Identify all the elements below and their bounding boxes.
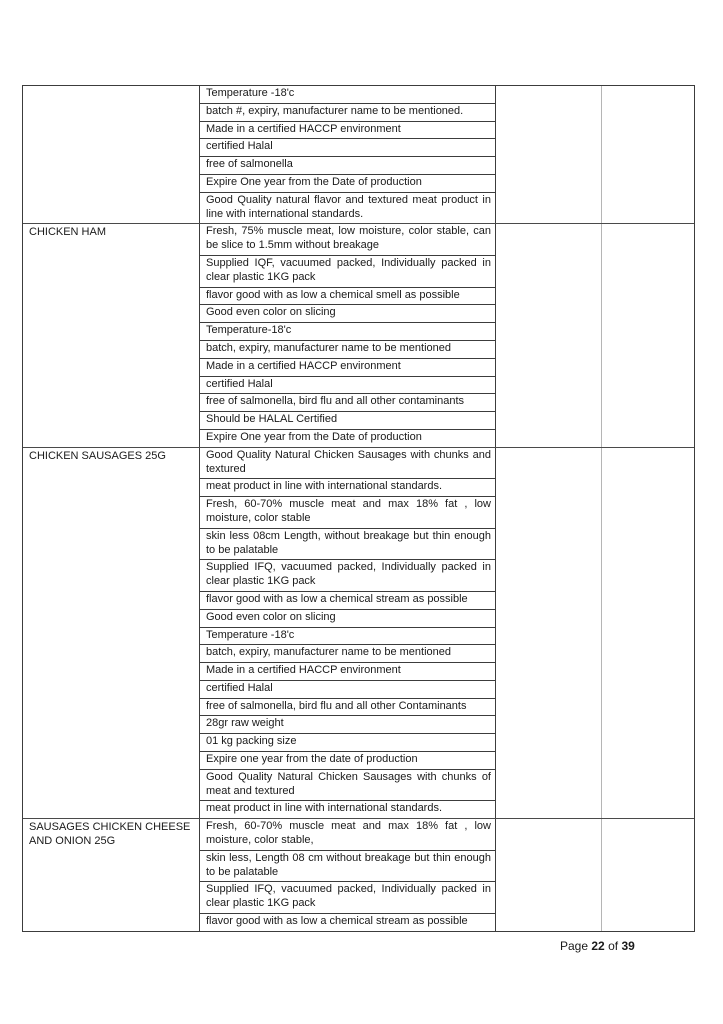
empty-column-1-cell — [496, 86, 602, 223]
spec-cell: meat product in line with international standards. — [206, 802, 443, 815]
spec-cell: batch #, expiry, manufacturer name to be mentioned. — [200, 104, 495, 122]
spec-cell: Fresh, 60-70% muscle meat and max 18% fat , low moisture, color stable, — [200, 819, 495, 851]
spec-cell: free of salmonella — [200, 157, 495, 175]
spec-cell: Fresh, 60-70% muscle meat and max 18% fat , low moisture, color stable — [200, 497, 495, 529]
spec-cell: meat product in line with international standards. — [200, 479, 495, 497]
product-name-cell: CHICKEN SAUSAGES 25G — [23, 448, 200, 819]
spec-cell: Expire One year from the Date of production — [206, 430, 422, 443]
spec-cell: skin less, Length 08 cm without breakage but thin enough to be palatable — [200, 851, 495, 883]
spec-cell: Should be HALAL Certified — [200, 412, 495, 430]
spec-cell: Expire One year from the Date of production — [200, 175, 495, 193]
page-footer — [560, 939, 635, 954]
product-spec-table — [22, 85, 695, 932]
product-section — [23, 818, 694, 931]
spec-cell: Fresh, 75% muscle meat, low moisture, color stable, can be slice to 1.5mm without breakage — [200, 224, 495, 256]
spec-cell: Supplied IFQ, vacuumed packed, Individually packed in clear plastic 1KG pack — [200, 882, 495, 914]
footer-of-label: of — [608, 939, 619, 953]
spec-cell: Good even color on slicing — [200, 610, 495, 628]
footer-page-label: Page — [560, 939, 589, 953]
product-section — [23, 447, 694, 819]
spec-cell: 28gr raw weight — [200, 716, 495, 734]
spec-list — [200, 86, 496, 223]
spec-cell: certified Halal — [200, 139, 495, 157]
spec-cell: Supplied IQF, vacuumed packed, Individually packed in clear plastic 1KG pack — [200, 256, 495, 288]
spec-list — [200, 819, 496, 931]
spec-cell: Made in a certified HACCP environment — [200, 663, 495, 681]
spec-list — [200, 448, 496, 819]
spec-cell: free of salmonella, bird flu and all other Contaminants — [200, 699, 495, 717]
spec-list — [200, 224, 496, 446]
spec-cell: 01 kg packing size — [200, 734, 495, 752]
empty-column-2-cell — [602, 448, 694, 819]
spec-cell: Temperature -18'c — [200, 628, 495, 646]
spec-cell: Good Quality natural flavor and textured meat product in line with international standards. — [206, 193, 491, 220]
spec-cell: batch, expiry, manufacturer name to be mentioned — [200, 645, 495, 663]
spec-cell: Supplied IFQ, vacuumed packed, Individually packed in clear plastic 1KG pack — [200, 560, 495, 592]
footer-current-page: 22 — [591, 939, 605, 953]
spec-cell: Temperature -18'c — [200, 86, 495, 104]
spec-cell: batch, expiry, manufacturer name to be mentioned — [200, 341, 495, 359]
spec-cell: free of salmonella, bird flu and all other contaminants — [200, 394, 495, 412]
spec-cell: certified Halal — [200, 377, 495, 395]
empty-column-2-cell — [602, 224, 694, 446]
product-section — [23, 223, 694, 446]
spec-cell: skin less 08cm Length, without breakage but thin enough to be palatable — [200, 529, 495, 561]
spec-cell: Made in a certified HACCP environment — [200, 359, 495, 377]
product-name-cell — [23, 86, 200, 223]
spec-cell: certified Halal — [200, 681, 495, 699]
spec-cell: Temperature-18'c — [200, 323, 495, 341]
spec-cell: Good Quality Natural Chicken Sausages with chunks of meat and textured — [200, 770, 495, 802]
footer-total-pages: 39 — [621, 939, 635, 953]
empty-column-1-cell — [496, 448, 602, 819]
product-name-cell: CHICKEN HAM — [23, 224, 200, 446]
empty-column-2-cell — [602, 86, 694, 223]
empty-column-1-cell — [496, 224, 602, 446]
spec-cell: flavor good with as low a chemical stream as possible — [200, 592, 495, 610]
spec-cell: flavor good with as low a chemical stream as possible — [206, 915, 468, 928]
empty-column-1-cell — [496, 819, 602, 931]
spec-cell: Expire one year from the date of production — [200, 752, 495, 770]
spec-cell: Good Quality Natural Chicken Sausages with chunks and textured — [200, 448, 495, 480]
spec-cell: Good even color on slicing — [200, 305, 495, 323]
empty-column-2-cell — [602, 819, 694, 931]
spec-cell: Made in a certified HACCP environment — [200, 122, 495, 140]
spec-cell: flavor good with as low a chemical smell as possible — [200, 288, 495, 306]
product-name-cell: SAUSAGES CHICKEN CHEESE AND ONION 25G — [23, 819, 200, 931]
product-section — [23, 86, 694, 223]
